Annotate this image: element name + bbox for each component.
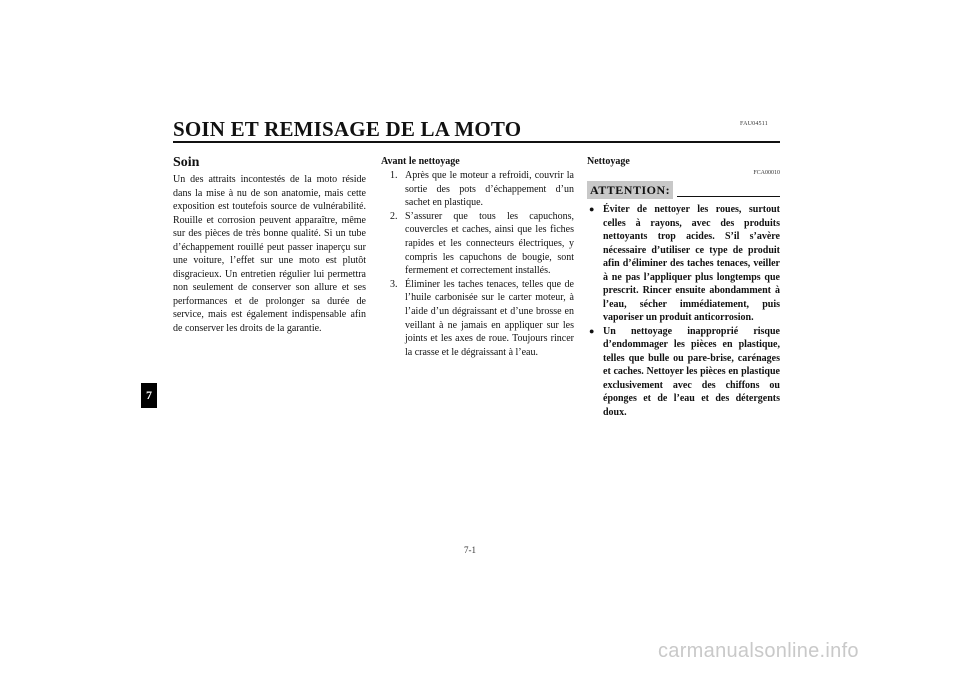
step-item bbox=[390, 210, 574, 278]
bullet-icon: ● bbox=[589, 325, 595, 336]
column-avant-nettoyage bbox=[381, 152, 574, 359]
step-number: 1. bbox=[390, 170, 398, 181]
caution-text: Un nettoyage inapproprié risque d’endommager les pièces en plastique, telles que bulle ou pare-brise, carénages et caches. Nettoyer les pièces en plastique exclusivement avec des chiffons ou éponges et de l’eau et des détergents doux. bbox=[603, 325, 780, 418]
section-heading-soin: Soin bbox=[173, 155, 200, 170]
step-item bbox=[390, 169, 574, 210]
soin-paragraph: Un des attraits incontestés de la moto réside dans la mise à nu de son anatomie, mais cette exposition est toutefois source de vulnérabilité. Rouille et corrosion peuvent apparaître, même sur des pièces de très bonne qualité. Si un tube d’échappement rouillé peut passer inaperçu sur une voiture, l’effet sur une moto est plutôt disgracieux. Un entretien régulier lui permettra non seulement de conserver son allure et ses performances et de prolonger sa durée de service, mais est également indispensable afin de conserver les droits de la garantie. bbox=[173, 174, 366, 334]
attention-label: ATTENTION: bbox=[587, 181, 673, 199]
column-soin bbox=[173, 152, 366, 335]
attention-header bbox=[587, 181, 780, 199]
steps-list bbox=[381, 169, 574, 359]
step-number: 3. bbox=[390, 278, 398, 290]
bullet-icon: ● bbox=[589, 204, 595, 214]
caution-item bbox=[587, 203, 780, 325]
subheading-nettoyage: Nettoyage bbox=[587, 156, 630, 167]
caution-text: Éviter de nettoyer les roues, surtout celles à rayons, avec des produits nettoyants trop acides. S’il s’avère nécessaire d’utiliser ce type de produit afin d’éliminer des taches tenaces, veiller à ne pas l’appliquer plus longtemps que prescrit. Rincer ensuite abondamment à l’eau, sécher immédiatement, puis vaporiser un produit anticorrosion. bbox=[603, 204, 780, 323]
step-text: Après que le moteur a refroidi, couvrir la sortie des pots d’échappement d’un sachet en plastique. bbox=[405, 170, 574, 209]
caution-item bbox=[587, 325, 780, 420]
column-nettoyage bbox=[587, 152, 780, 419]
caution-code: FCA00010 bbox=[753, 170, 780, 176]
subheading-avant-nettoyage: Avant le nettoyage bbox=[381, 156, 460, 167]
step-text: S’assurer que tous les capuchons, couvercles et caches, ainsi que les fiches rapides et les connecteurs électriques, y compris les capuchons de bougie, sont fermement et correctement installés. bbox=[405, 210, 574, 277]
caution-list bbox=[587, 203, 780, 419]
page-number: 7-1 bbox=[464, 545, 476, 555]
chapter-tab: 7 bbox=[141, 383, 157, 408]
step-text: Éliminer les taches tenaces, telles que de l’huile carbonisée sur le carter moteur, à l’aide d’un dégraissant et d’une brosse en veillant à ne jamais en appliquer sur les joints et les axes de roue. Toujours rincer la crasse et le dégraissant à l’eau. bbox=[405, 278, 574, 358]
step-item bbox=[390, 278, 574, 360]
document-code: FAU04511 bbox=[740, 121, 768, 127]
page-title: SOIN ET REMISAGE DE LA MOTO bbox=[173, 117, 522, 141]
attention-rule bbox=[677, 196, 780, 197]
step-number: 2. bbox=[390, 210, 398, 222]
title-rule bbox=[173, 141, 780, 143]
watermark: carmanualsonline.info bbox=[658, 640, 859, 662]
